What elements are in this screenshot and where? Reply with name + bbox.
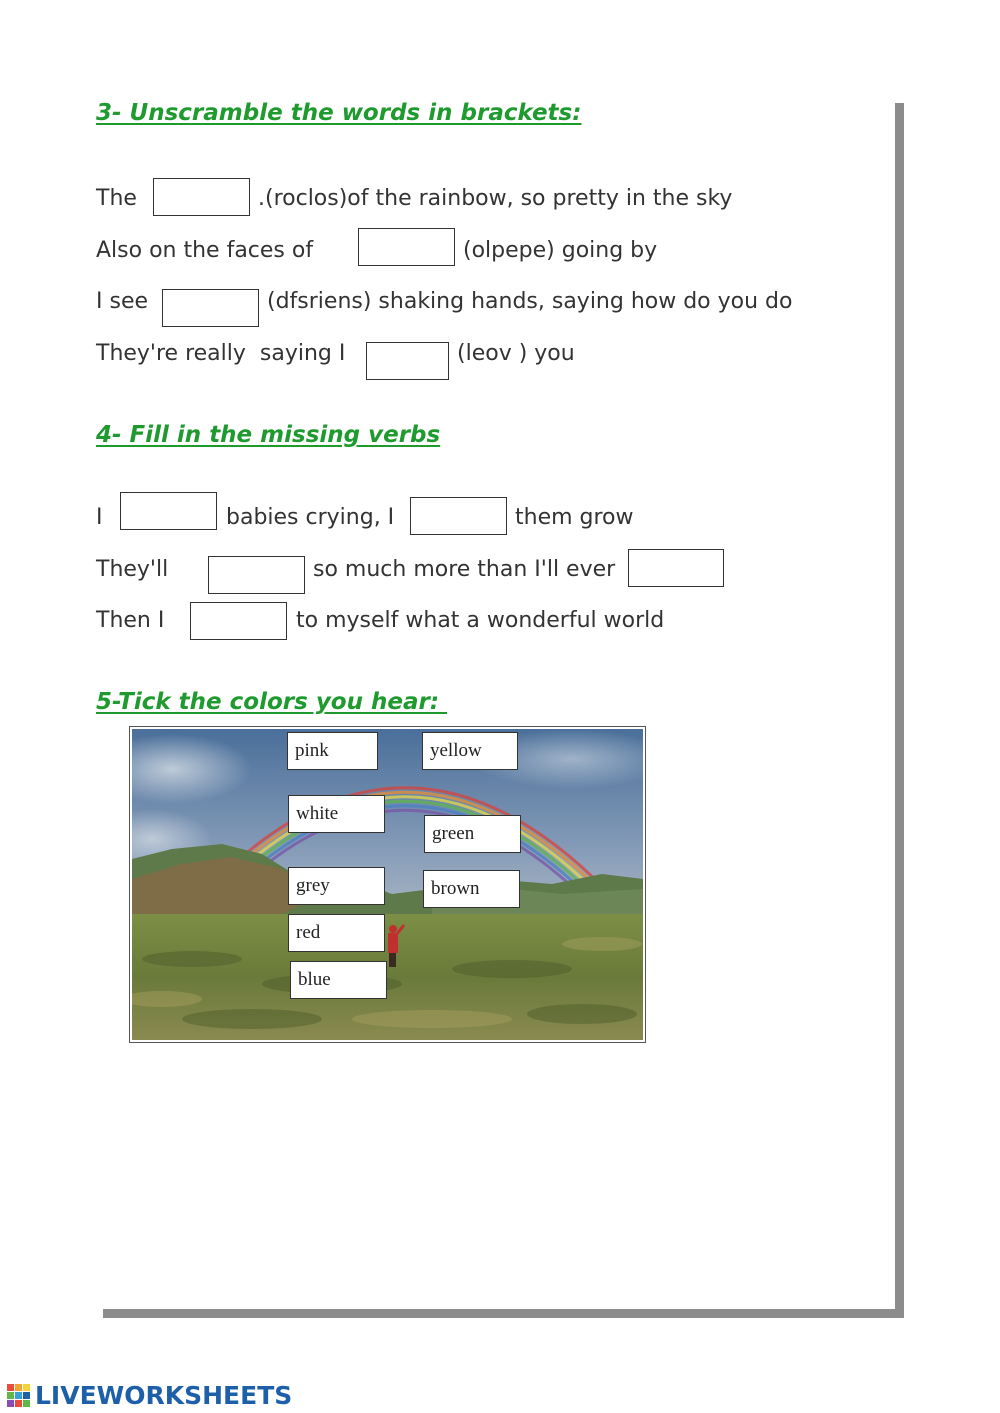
s4-line3-after: to myself what a wonderful world <box>296 608 665 633</box>
s4-line2-before: They'll <box>96 557 169 582</box>
s3-line1-before: The <box>96 186 137 211</box>
color-green-option[interactable]: green <box>424 815 521 853</box>
s4-line1-before: I <box>96 505 103 530</box>
s3-line2-before: Also on the faces of <box>96 238 314 263</box>
s3-answer-1-input[interactable] <box>153 178 250 216</box>
section-3-title: 3- Unscramble the words in brackets: <box>96 100 582 126</box>
page-shadow-bottom <box>103 1309 904 1318</box>
s3-line4-after: (leov ) you <box>457 341 575 366</box>
color-white-option[interactable]: white <box>288 795 385 833</box>
s4-line3-before: Then I <box>96 608 165 633</box>
liveworksheets-logo-icon <box>6 1382 32 1408</box>
color-blue-option[interactable]: blue <box>290 961 387 999</box>
s4-line1-middle: babies crying, I <box>226 505 395 530</box>
section-5-title: 5-Tick the colors you hear: <box>96 689 448 715</box>
s4-line2-middle: so much more than I'll ever <box>313 557 616 582</box>
s4-answer-2-input[interactable] <box>410 497 507 535</box>
liveworksheets-brand <box>6 1381 292 1409</box>
s3-line2-after: (olpepe) going by <box>463 238 658 263</box>
rainbow-landscape-image <box>132 729 643 1040</box>
s4-line1-after: them grow <box>515 505 634 530</box>
color-red-option[interactable]: red <box>288 914 385 952</box>
s4-answer-1-input[interactable] <box>120 492 217 530</box>
page-shadow-right <box>895 103 904 1318</box>
section-4-title: 4- Fill in the missing verbs <box>96 422 441 448</box>
s4-answer-5-input[interactable] <box>190 602 287 640</box>
s3-line3-before: I see <box>96 289 149 314</box>
liveworksheets-wordmark: LIVEWORKSHEETS <box>35 1380 293 1410</box>
s3-line1-after: .(roclos)of the rainbow, so pretty in the sky <box>258 186 733 211</box>
rainbow-photo <box>129 726 646 1043</box>
color-brown-option[interactable]: brown <box>423 870 520 908</box>
s4-answer-3-input[interactable] <box>208 556 305 594</box>
s3-answer-2-input[interactable] <box>358 228 455 266</box>
color-grey-option[interactable]: grey <box>288 867 385 905</box>
s4-answer-4-input[interactable] <box>628 549 724 587</box>
color-pink-option[interactable]: pink <box>287 732 378 770</box>
s3-answer-4-input[interactable] <box>366 342 449 380</box>
s3-answer-3-input[interactable] <box>162 289 259 327</box>
s3-line3-after: (dfsriens) shaking hands, saying how do you do <box>267 289 793 314</box>
s3-line4-before: They're really saying I <box>96 341 346 366</box>
color-yellow-option[interactable]: yellow <box>422 732 518 770</box>
